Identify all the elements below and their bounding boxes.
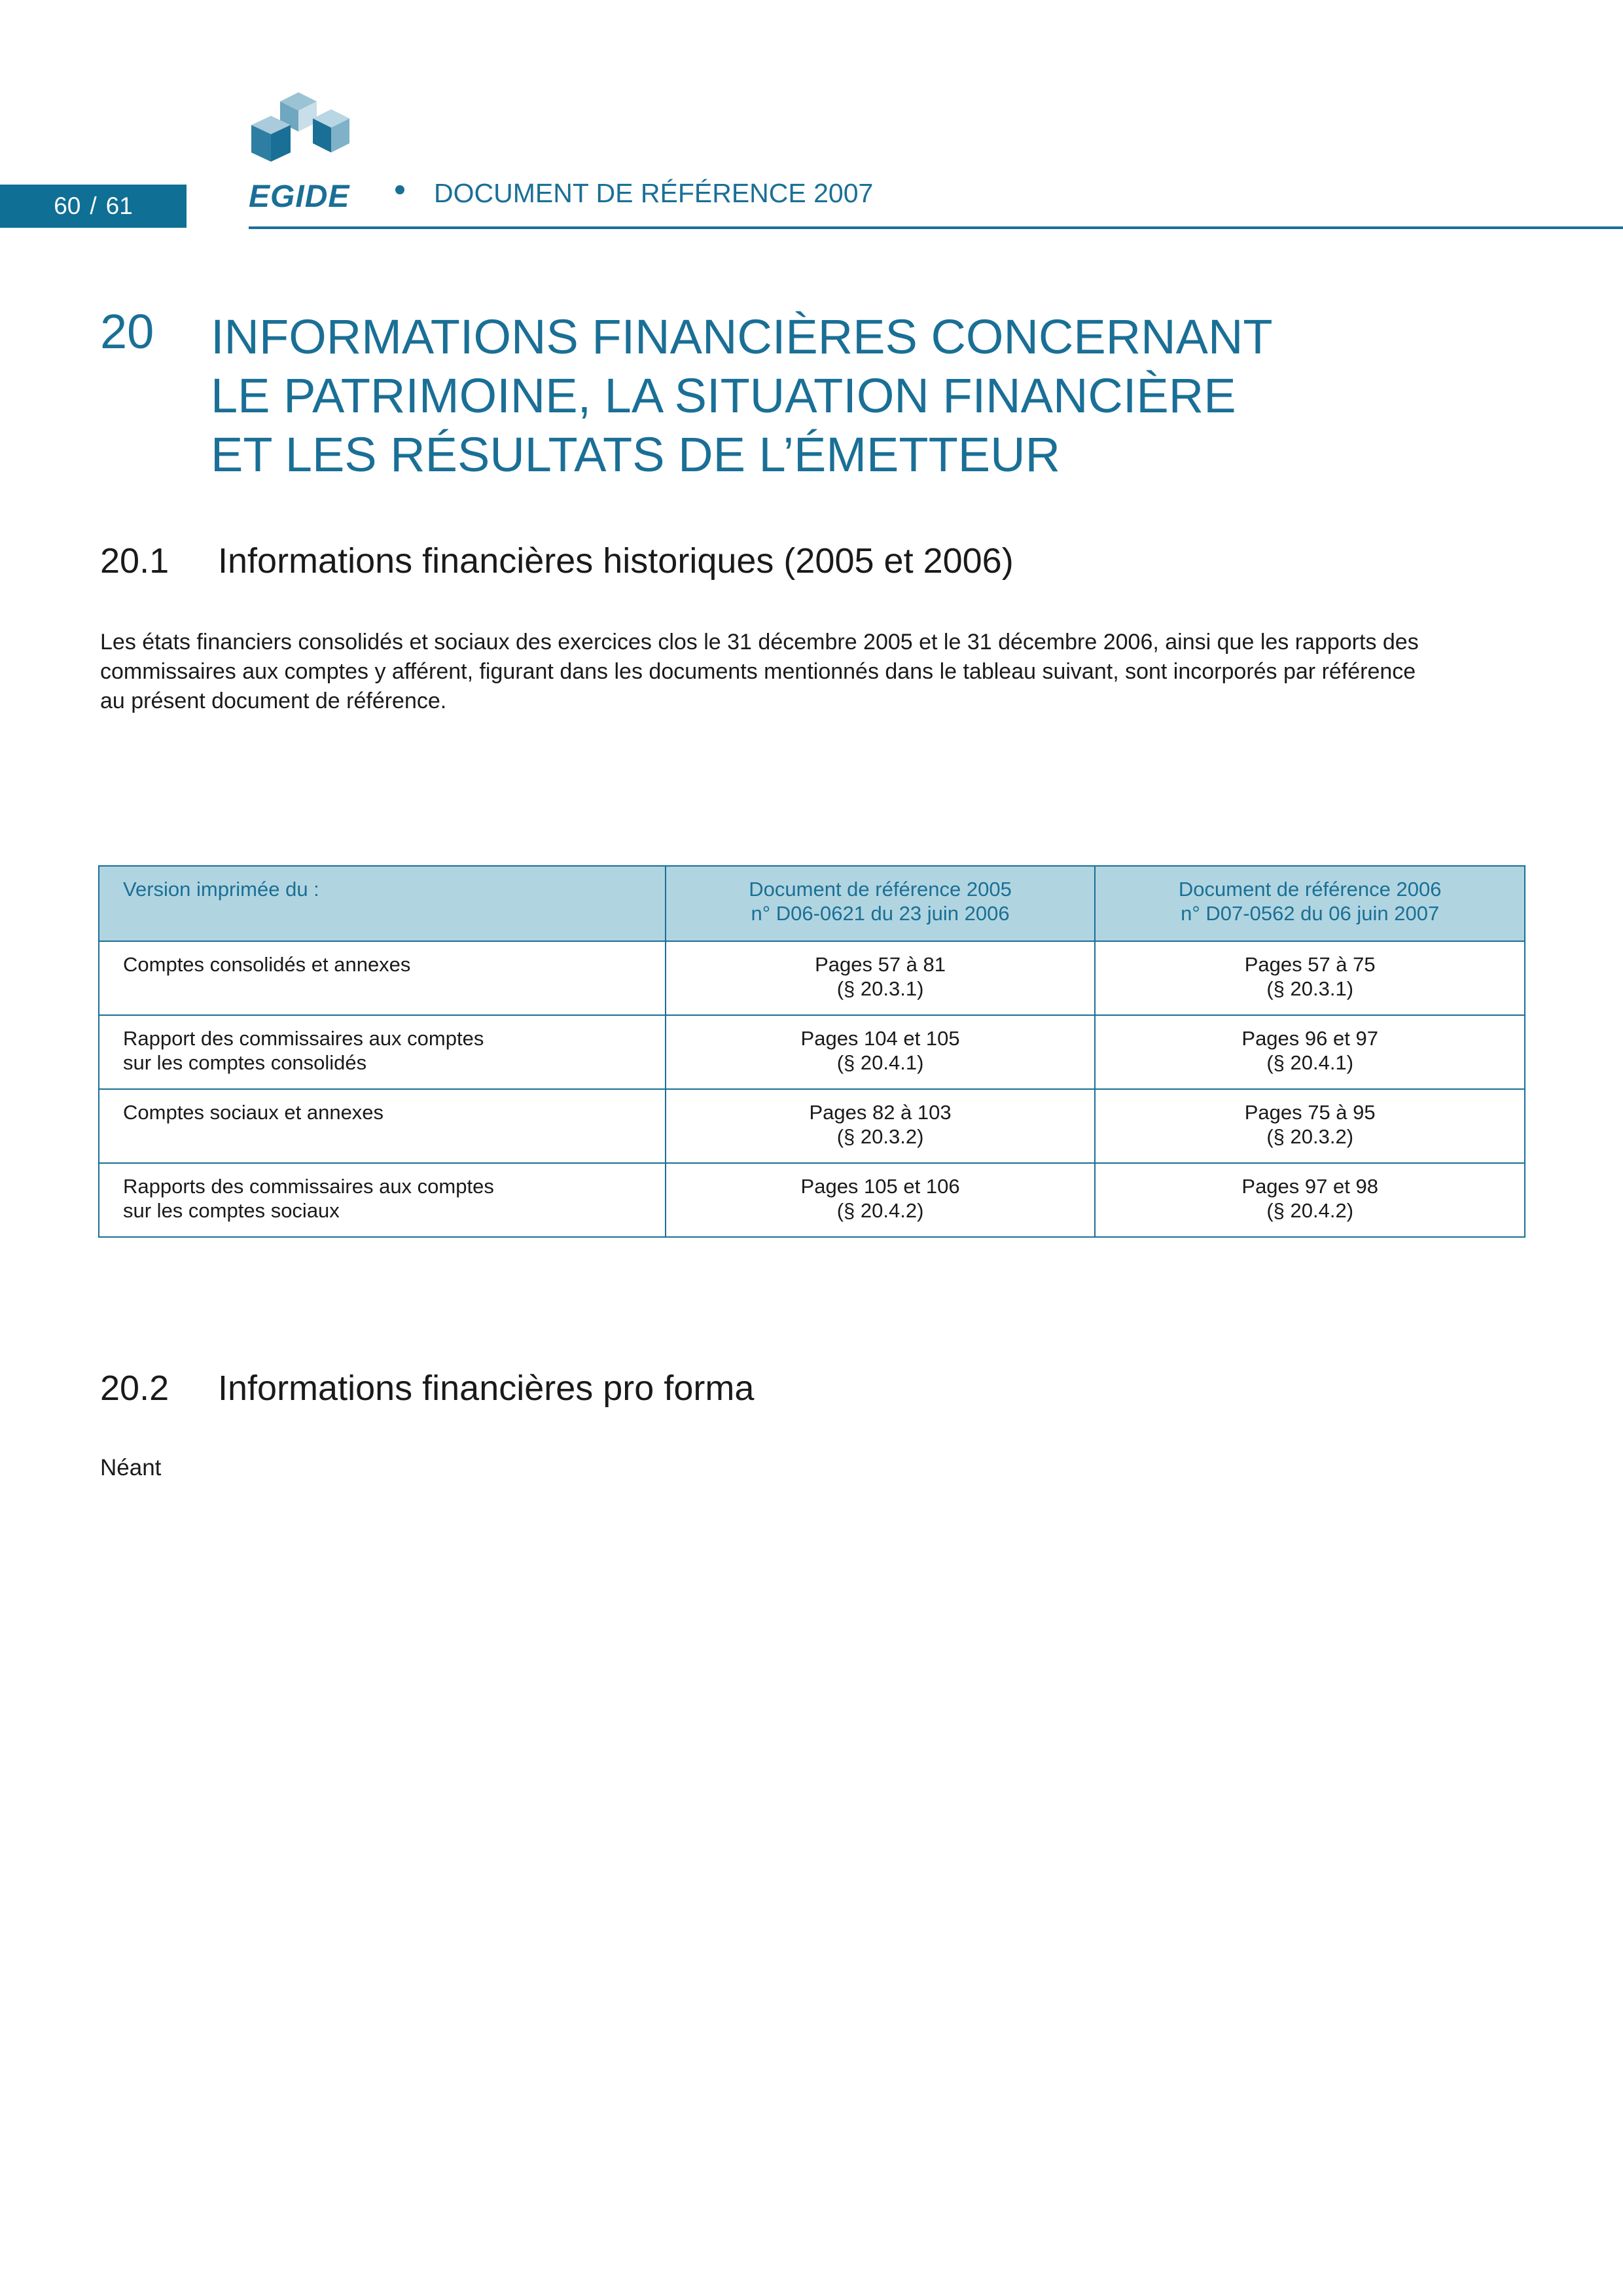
cell-line: Comptes sociaux et annexes (123, 1101, 384, 1124)
page-number-tab (0, 185, 187, 228)
cell-line: (§ 20.3.2) (836, 1125, 924, 1148)
cell-line: Pages 96 et 97 (1241, 1027, 1378, 1050)
row-label-cell (99, 1163, 666, 1237)
header-cell-line: Document de référence 2006 (1178, 878, 1442, 901)
cell-line: Pages 104 et 105 (800, 1027, 960, 1050)
cell-line: (§ 20.3.1) (1266, 977, 1354, 1000)
table-row (99, 1089, 1525, 1163)
cell-line: (§ 20.4.1) (1266, 1051, 1354, 1074)
intro-paragraph (100, 628, 1527, 716)
page-total: 61 (105, 192, 133, 219)
cell-line: (§ 20.4.1) (836, 1051, 924, 1074)
section-body-text: Néant (100, 1455, 162, 1480)
document-header-title: DOCUMENT DE RÉFÉRENCE 2007 (434, 178, 874, 208)
paragraph-line: commissaires aux comptes y afférent, figurant dans les documents mentionnés dans le tableau suivant, sont incorporés par référence (100, 659, 1416, 684)
row-2005-cell (666, 941, 1096, 1015)
cell-line: (§ 20.3.2) (1266, 1125, 1354, 1148)
cell-line: Pages 105 et 106 (800, 1175, 960, 1198)
row-label-cell (99, 1015, 666, 1089)
cell-line: Pages 57 à 81 (815, 953, 946, 976)
chapter-title-line: INFORMATIONS FINANCIÈRES CONCERNANT (211, 310, 1273, 364)
section-title: Informations financières historiques (2005 et 2006) (218, 541, 1014, 581)
section-number: 20.2 (100, 1369, 169, 1408)
table-row (99, 941, 1525, 1015)
cell-line: Pages 57 à 75 (1244, 953, 1376, 976)
table-row (99, 1163, 1525, 1237)
row-2005-cell (666, 1163, 1096, 1237)
cell-line: (§ 20.3.1) (836, 977, 924, 1000)
chapter-title-line: ET LES RÉSULTATS DE L’ÉMETTEUR (211, 427, 1061, 482)
row-2006-cell (1095, 1015, 1525, 1089)
cell-line: Pages 97 et 98 (1241, 1175, 1378, 1198)
row-2006-cell (1095, 1089, 1525, 1163)
row-label-cell (99, 941, 666, 1015)
chapter-title-line: LE PATRIMOINE, LA SITUATION FINANCIÈRE (211, 368, 1236, 423)
header-divider (249, 226, 1623, 229)
header-bullet-icon (395, 185, 404, 194)
paragraph-line: au présent document de référence. (100, 689, 447, 713)
page-current: 60 (54, 192, 81, 219)
section-number: 20.1 (100, 541, 169, 581)
paragraph-line: Les états financiers consolidés et sociaux des exercices clos le 31 décembre 2005 et le 31 décembre 2006, ainsi que les rapports des (100, 630, 1419, 655)
cell-line: (§ 20.4.2) (1266, 1199, 1354, 1222)
cell-line: Rapports des commissaires aux comptes (123, 1175, 494, 1198)
row-label-cell (99, 1089, 666, 1163)
chapter-number: 20 (100, 304, 154, 359)
page-separator: / (90, 192, 97, 219)
row-2005-cell (666, 1089, 1096, 1163)
cell-line: sur les comptes consolidés (123, 1051, 367, 1074)
table-row (99, 1015, 1525, 1089)
header-cell-line: Document de référence 2005 (749, 878, 1012, 901)
table-header-row (99, 866, 1525, 941)
cell-line: Rapport des commissaires aux comptes (123, 1027, 484, 1050)
table-header-2006 (1095, 866, 1525, 941)
table-header-2005 (666, 866, 1096, 941)
header-cell-line: n° D06-0621 du 23 juin 2006 (751, 902, 1010, 925)
cell-line: (§ 20.4.2) (836, 1199, 924, 1222)
header-cell-text: Version imprimée du : (123, 878, 319, 901)
section-title: Informations financières pro forma (218, 1369, 755, 1408)
table-header-label (99, 866, 666, 941)
chapter-title (211, 308, 1273, 484)
logo-wordmark: EGIDE (249, 179, 350, 214)
row-2005-cell (666, 1015, 1096, 1089)
row-2006-cell (1095, 1163, 1525, 1237)
cell-line: Comptes consolidés et annexes (123, 953, 411, 976)
row-2006-cell (1095, 941, 1525, 1015)
reference-table (98, 865, 1525, 1238)
cell-line: Pages 75 à 95 (1244, 1101, 1376, 1124)
cell-line: Pages 82 à 103 (809, 1101, 952, 1124)
header-cell-line: n° D07-0562 du 06 juin 2007 (1181, 902, 1440, 925)
cell-line: sur les comptes sociaux (123, 1199, 340, 1222)
